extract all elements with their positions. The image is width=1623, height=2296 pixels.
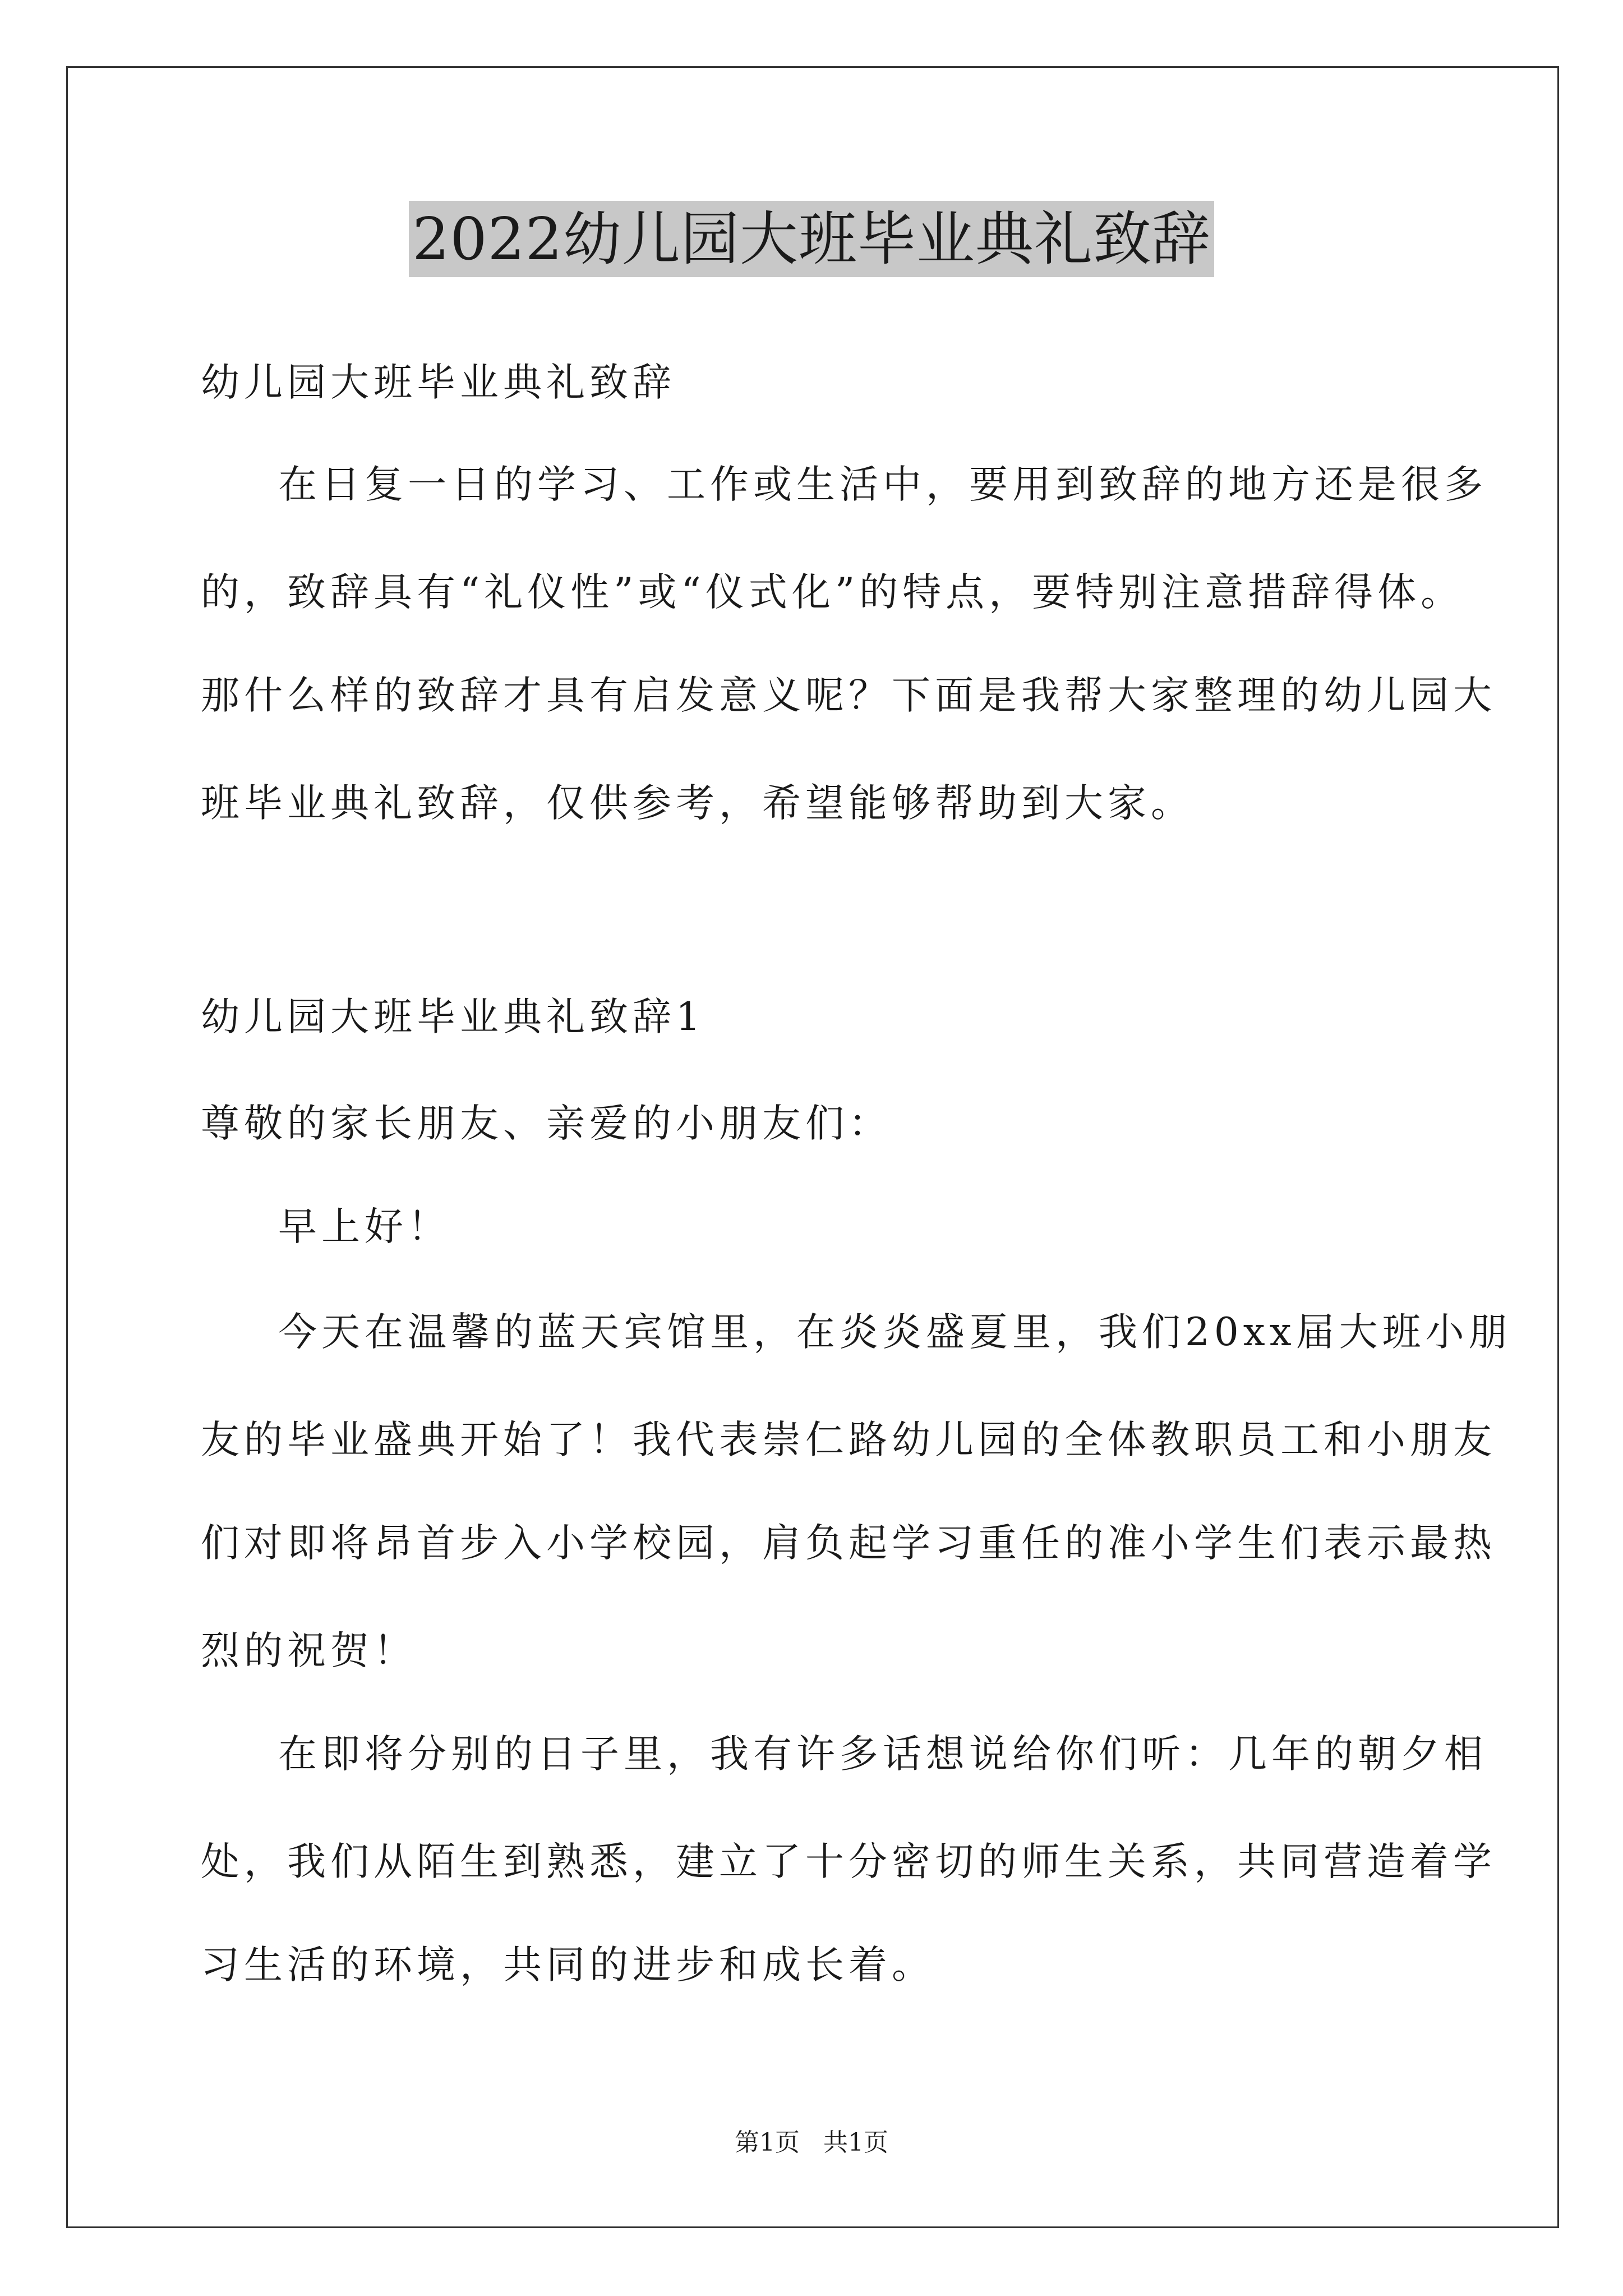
paragraph-line: 烈的祝贺！ xyxy=(201,1628,417,1673)
current-page: 第1页 xyxy=(735,2128,800,2157)
total-pages: 共1页 xyxy=(823,2128,888,2157)
paragraph-line: 在即将分别的日子里，我有许多话想说给你们听：几年的朝夕相 xyxy=(278,1732,1487,1777)
greeting: 早上好！ xyxy=(278,1204,451,1249)
paragraph-line: 们对即将昂首步入小学校园，肩负起学习重任的准小学生们表示最热 xyxy=(201,1521,1496,1566)
intro-line: 的，致辞具有“礼仪性”或“仪式化”的特点，要特别注意措辞得体。 xyxy=(201,570,1464,615)
paragraph-line: 习生活的环境，共同的进步和成长着。 xyxy=(201,1943,935,1987)
section-title: 幼儿园大班毕业典礼致辞1 xyxy=(201,995,705,1039)
salutation: 尊敬的家长朋友、亲爱的小朋友们： xyxy=(201,1101,892,1146)
intro-line: 那什么样的致辞才具有启发意义呢？下面是我帮大家整理的幼儿园大 xyxy=(201,673,1496,718)
title-wrap xyxy=(0,201,1623,277)
intro-line: 班毕业典礼致辞，仅供参考，希望能够帮助到大家。 xyxy=(201,781,1194,826)
paragraph-line: 处，我们从陌生到熟悉，建立了十分密切的师生关系，共同营造着学 xyxy=(201,1839,1496,1884)
paragraph-line: 今天在温馨的蓝天宾馆里，在炎炎盛夏里，我们20xx届大班小朋 xyxy=(278,1310,1512,1355)
paragraph-line: 友的毕业盛典开始了！我代表崇仁路幼儿园的全体教职员工和小朋友 xyxy=(201,1418,1496,1462)
subtitle: 幼儿园大班毕业典礼致辞 xyxy=(201,360,676,405)
document-title: 2022幼儿园大班毕业典礼致辞 xyxy=(409,201,1214,277)
intro-line: 在日复一日的学习、工作或生活中，要用到致辞的地方还是很多 xyxy=(278,462,1487,507)
page-footer xyxy=(0,2126,1623,2160)
